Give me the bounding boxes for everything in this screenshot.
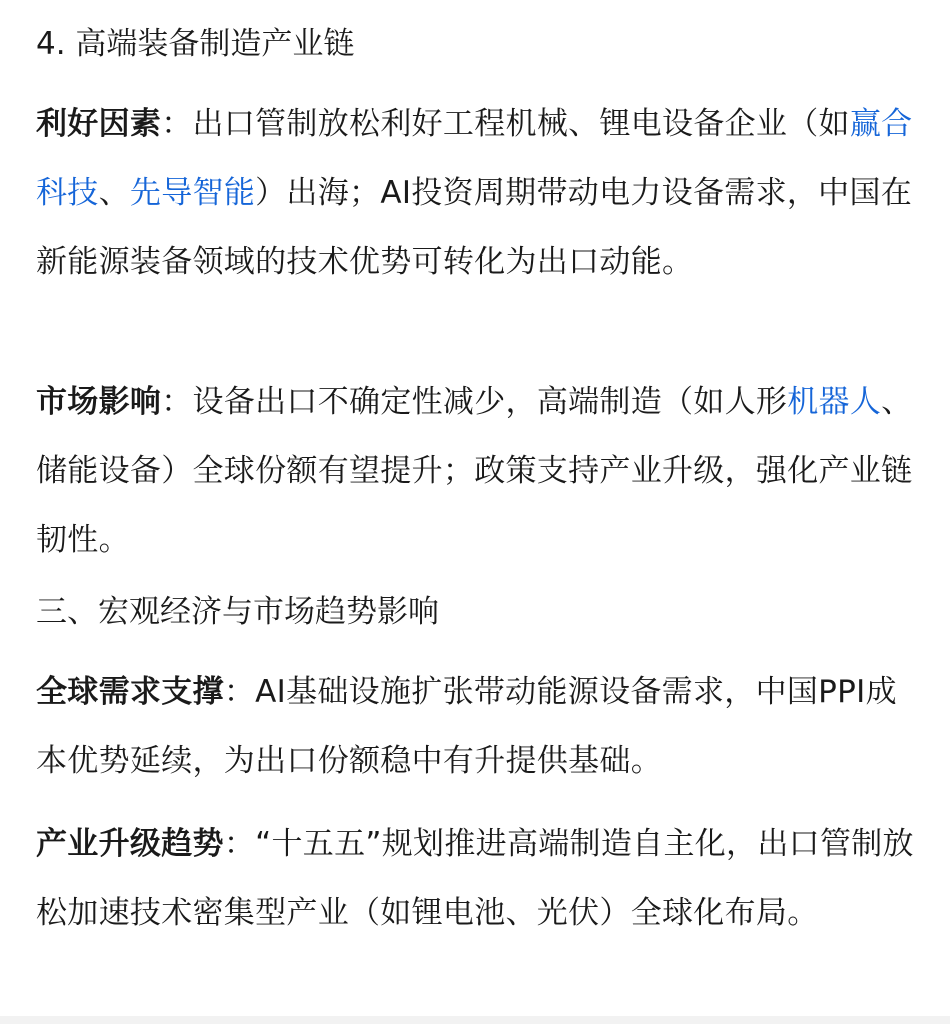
section-heading-macro-trends: 三、宏观经济与市场趋势影响 (36, 594, 439, 630)
link-robot[interactable]: 机器人 (787, 384, 882, 420)
label-separator: ： (161, 384, 193, 420)
paragraph-text: 、储能设备）全球份额有望提升；政策支持产业升级，强化产业链韧性。 (36, 384, 913, 558)
label-market-impact: 市场影响 (36, 384, 162, 420)
paragraph-global-demand (36, 658, 916, 796)
paragraph-text: 设备出口不确定性减少，高端制造（如人形 (192, 384, 788, 420)
paragraph-text: ）出海；AI投资周期带动电力设备需求，中国在新能源装备领域的技术优势可转化为出口动能。 (36, 175, 913, 280)
label-separator: ： (161, 106, 193, 142)
paragraph-text: “十五五”规划推进高端制造自主化，出口管制放松加速技术密集型产业（如锂电池、光伏）全球化布局。 (36, 826, 914, 931)
link-xiandao-intelligent[interactable]: 先导智能 (129, 175, 256, 211)
label-favorable-factors: 利好因素 (36, 106, 162, 142)
label-separator: ： (223, 826, 256, 862)
section-heading-high-end-equipment: 4. 高端装备制造产业链 (36, 26, 355, 62)
link-yinghe-tech[interactable]: 赢合科技 (36, 106, 913, 211)
label-industry-upgrade: 产业升级趋势 (36, 826, 224, 862)
paragraph-favorable-factors (36, 90, 916, 297)
paragraph-industry-upgrade (36, 810, 916, 948)
bottom-divider (0, 1016, 950, 1024)
paragraph-market-impact (36, 368, 916, 575)
label-global-demand: 全球需求支撑 (36, 674, 224, 710)
paragraph-text: AI基础设施扩张带动能源设备需求，中国PPI成本优势延续，为出口份额稳中有升提供基础。 (36, 674, 897, 779)
paragraph-text: 、 (98, 175, 130, 211)
paragraph-text: 出口管制放松利好工程机械、锂电设备企业（如 (192, 106, 850, 142)
label-separator: ： (223, 674, 256, 710)
